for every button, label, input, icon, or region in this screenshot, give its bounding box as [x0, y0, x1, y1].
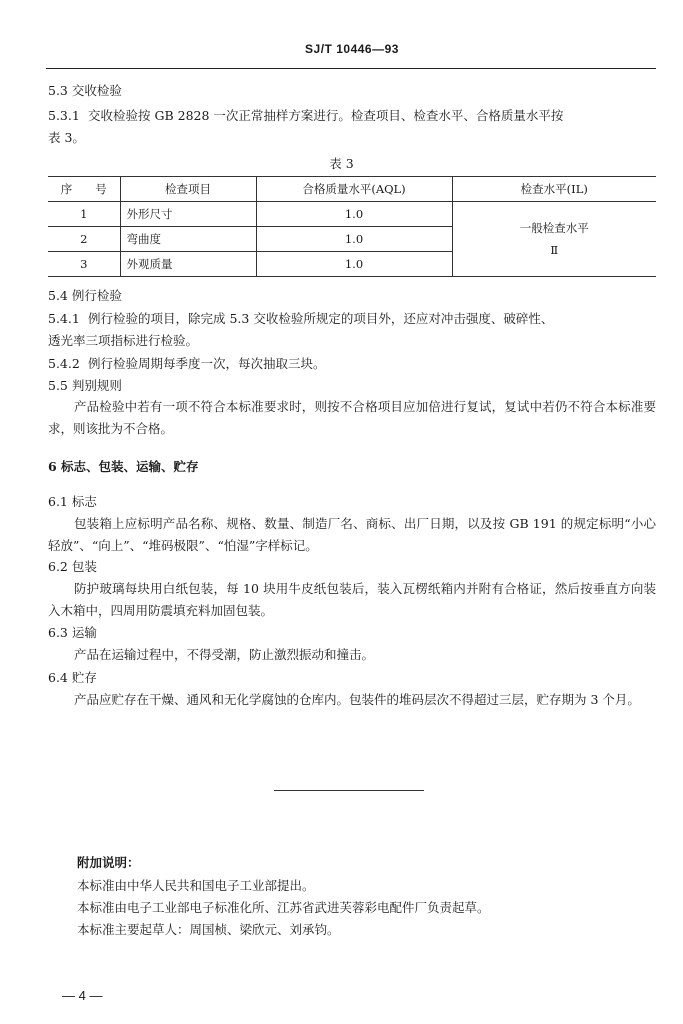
- clause-5-4-2: [48, 355, 326, 373]
- page-number: — 4 —: [62, 988, 103, 1003]
- section-5-3-heading: 5.3 交收检验: [48, 83, 122, 98]
- section-6-1-heading: 6.1 标志: [48, 494, 97, 509]
- row-serial-no: 2: [48, 227, 120, 252]
- judgement-rule-paragraph: 产品检验中若有一项不符合本标准要求时，则按不合格项目应加倍进行复试，复试中若仍不符合本标准要求，则该批为不合格。: [48, 399, 656, 436]
- row-item: 外观质量: [120, 252, 256, 277]
- row-aql: 1.0: [256, 252, 452, 277]
- clause-5-3-1-continued: 表 3。: [48, 130, 85, 145]
- clause-5-4-1-continued: 透光率三项指标进行检验。: [48, 333, 199, 348]
- section-6-heading: 6 标志、包装、运输、贮存: [48, 459, 199, 474]
- header-divider: [46, 68, 656, 69]
- marking-paragraph: 包装箱上应标明产品名称、规格、数量、制造厂名、商标、出厂日期，以及按 GB 191 的规定标明“小心轻放”、“向上”、“堆码极限”、“怕湿”字样标记。: [48, 516, 656, 553]
- table-caption: 表 3: [329, 156, 354, 171]
- section-5-5-heading: 5.5 判别规则: [48, 378, 122, 393]
- row-aql: 1.0: [256, 227, 452, 252]
- note-line: 本标准主要起草人：周国桢、梁欣元、刘承钧。: [77, 922, 340, 937]
- inspection-table: [48, 176, 656, 277]
- section-6-4-heading: 6.4 贮存: [48, 670, 97, 685]
- storage-paragraph: 产品应贮存在干燥、通风和无化学腐蚀的仓库内。包装件的堆码层次不得超过三层，贮存期为 3 个月。: [74, 692, 640, 707]
- section-5-4-heading: 5.4 例行检验: [48, 288, 122, 303]
- section-6-3-heading: 6.3 运输: [48, 625, 97, 640]
- table-header-row: [48, 177, 656, 202]
- clause-text: 交收检验按 GB 2828 一次正常抽样方案进行。检查项目、检查水平、合格质量水平按: [88, 108, 564, 123]
- row-serial-no: 3: [48, 252, 120, 277]
- clause-number: 5.4.1: [48, 311, 80, 326]
- row-item: 弯曲度: [120, 227, 256, 252]
- clause-5-4-1: [48, 310, 553, 328]
- clause-number: 5.3.1: [48, 108, 80, 123]
- clause-number: 5.4.2: [48, 356, 80, 371]
- header-serial-no: 序 号: [48, 177, 120, 202]
- header-inspection-level: 检查水平(IL): [452, 177, 656, 202]
- header-inspection-item: 检查项目: [120, 177, 256, 202]
- header-aql: 合格质量水平(AQL): [256, 177, 452, 202]
- note-line: 本标准由电子工业部电子标准化所、江苏省武进芙蓉彩电配件厂负责起草。: [77, 900, 490, 915]
- inspection-level-text: 一般检查水平: [519, 221, 589, 235]
- packaging-paragraph: 防护玻璃每块用白纸包装，每 10 块用牛皮纸包装后，装入瓦楞纸箱内并附有合格证，然后按垂直方向装入木箱中，四周用防震填充料加固包装。: [48, 581, 656, 618]
- note-line: 本标准由中华人民共和国电子工业部提出。: [77, 878, 315, 893]
- clause-5-3-1: [48, 107, 563, 125]
- standard-code-header: SJ/T 10446—93: [305, 42, 399, 56]
- clause-text: 例行检验周期每季度一次，每次抽取三块。: [88, 356, 326, 371]
- additional-notes-title: 附加说明：: [77, 855, 140, 870]
- table-row: [48, 202, 656, 227]
- section-6-2-heading: 6.2 包装: [48, 559, 97, 574]
- clause-text: 例行检验的项目，除完成 5.3 交收检验所规定的项目外，还应对冲击强度、破碎性、: [88, 311, 554, 326]
- transport-paragraph: 产品在运输过程中，不得受潮，防止激烈振动和撞击。: [74, 647, 375, 662]
- inspection-level-cell: [452, 202, 656, 277]
- row-item: 外形尺寸: [120, 202, 256, 227]
- row-serial-no: 1: [48, 202, 120, 227]
- inspection-level-grade: Ⅱ: [550, 243, 559, 257]
- row-aql: 1.0: [256, 202, 452, 227]
- end-divider: [274, 790, 424, 791]
